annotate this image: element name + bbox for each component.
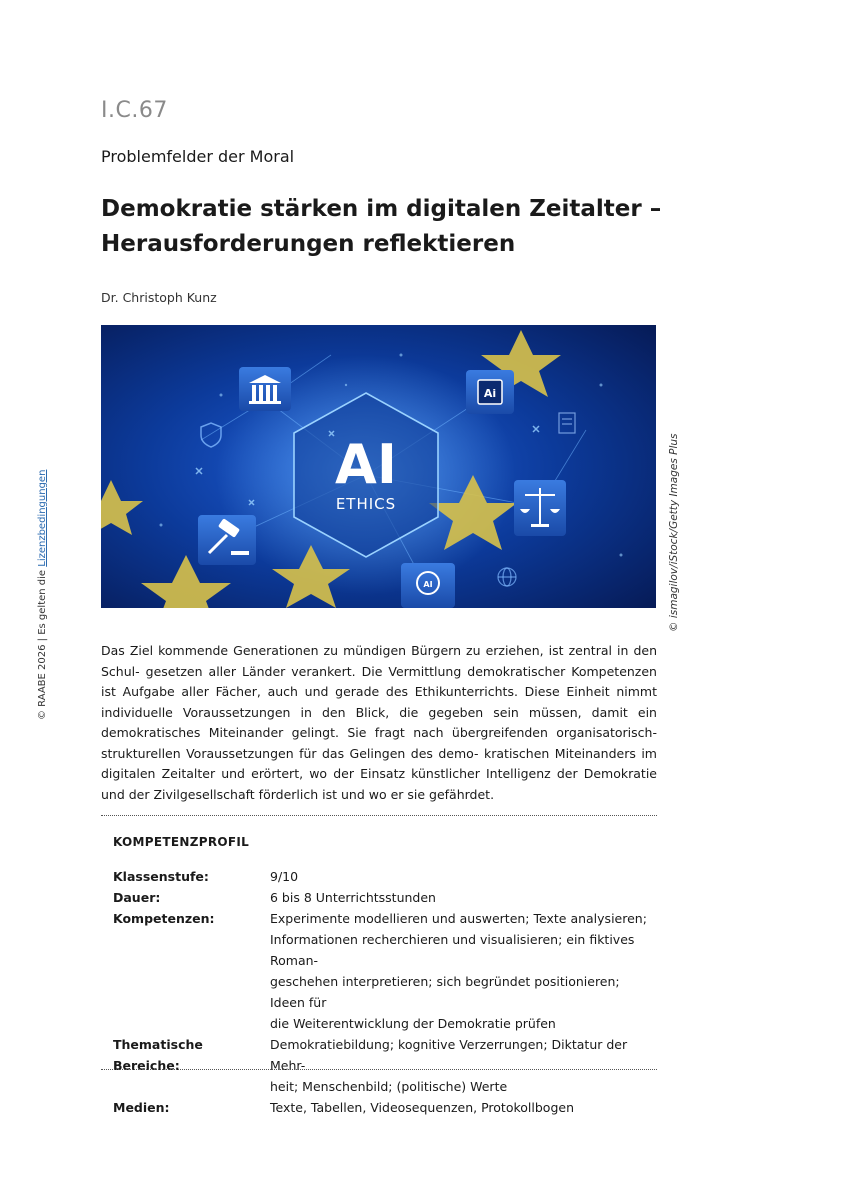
profile-value — [270, 1034, 648, 1097]
profile-label: Medien: — [113, 1100, 170, 1115]
value-line: Texte, Tabellen, Videosequenzen, Protokollbogen — [270, 1100, 574, 1115]
head-label: AI — [423, 580, 433, 589]
profile-value — [270, 1097, 648, 1118]
title-line-2: Herausforderungen reflektieren — [101, 231, 516, 257]
bank-icon — [239, 367, 291, 411]
intro-line: kratischen Miteinanders im digitalen Zeitalter und erörtert, wo der Einsatz künstlicher Intelligenz — [101, 745, 657, 781]
value-line: 9/10 — [270, 869, 299, 884]
image-credit: © ismagilov/iStock/Getty Images Plus — [668, 433, 680, 632]
profile-row — [113, 887, 648, 908]
profile-heading: KOMPETENZPROFIL — [113, 835, 250, 849]
value-line: Experimente modellieren und auswerten; Texte analysieren; — [270, 911, 647, 926]
profile-label: Thematische Bereiche: — [113, 1037, 203, 1073]
value-line: Informationen recherchieren und visualisieren; ein fiktives Roman- — [270, 932, 635, 968]
profile-row — [113, 866, 648, 887]
intro-line: in den Blick, die gegeben sein müssen, damit ein demokratisches Miteinander gelingt. Sie fragt — [101, 704, 657, 740]
unit-code: I.C.67 — [101, 98, 168, 123]
profile-label: Dauer: — [113, 890, 161, 905]
title-line-1: Demokratie stärken im digitalen Zeitalter – — [101, 196, 662, 222]
intro-line: Fächer, auch und gerade des Ethikunterrichts. Diese Einheit nimmt individuelle Voraussetzungen — [101, 684, 657, 720]
profile-row — [113, 1034, 648, 1097]
value-line: heit; Menschenbild; (politische) Werte — [270, 1079, 508, 1094]
ai-chip-icon — [466, 370, 514, 414]
chip-label: Ai — [483, 387, 497, 400]
value-line: die Weiterentwicklung der Demokratie prüfen — [270, 1016, 556, 1031]
value-line: 6 bis 8 Unterrichtsstunden — [270, 890, 436, 905]
intro-paragraph — [101, 641, 657, 805]
profile-value — [270, 887, 648, 908]
profile-value — [270, 866, 648, 887]
profile-value — [270, 908, 648, 1034]
intro-line: der Demokratie und der Zivilgesellschaft förderlich ist und wo er sie gefährdet. — [101, 766, 657, 802]
hero-image — [101, 325, 656, 608]
profile-label: Kompetenzen: — [113, 911, 215, 926]
value-line: Demokratiebildung; kognitive Verzerrungen; Diktatur der Mehr- — [270, 1037, 628, 1073]
ai-head-icon — [401, 563, 455, 608]
license-note — [37, 470, 48, 720]
series-title: Problemfelder der Moral — [101, 147, 295, 166]
scales-icon — [514, 480, 566, 536]
page-title — [101, 192, 701, 262]
profile-label: Klassenstufe: — [113, 869, 209, 884]
intro-line: Das Ziel kommende Generationen zu mündigen Bürgern zu erziehen, ist zentral in den Schul- — [101, 643, 657, 679]
bottom-divider — [101, 1069, 657, 1070]
value-line: geschehen interpretieren; sich begründet positionieren; Ideen für — [270, 974, 620, 1010]
intro-line: gesetzen aller Länder verankert. Die Vermittlung demokratischer Kompetenzen ist Aufgabe aller — [101, 663, 657, 699]
ethics-subheading: ETHICS — [335, 495, 397, 513]
author: Dr. Christoph Kunz — [101, 290, 217, 305]
top-divider — [101, 815, 657, 816]
license-link[interactable]: Lizenzbedingungen — [37, 469, 48, 567]
ai-heading: AI — [335, 433, 397, 496]
gavel-icon — [198, 515, 256, 565]
intro-line: nach übergreifenden organisatorisch-strukturellen Voraussetzungen für das Gelingen des demo- — [101, 725, 657, 761]
profile-row — [113, 1097, 648, 1118]
license-prefix: © RAABE 2026 | Es gelten die — [37, 566, 48, 720]
profile-row — [113, 908, 648, 1034]
profile-table — [113, 866, 648, 1118]
